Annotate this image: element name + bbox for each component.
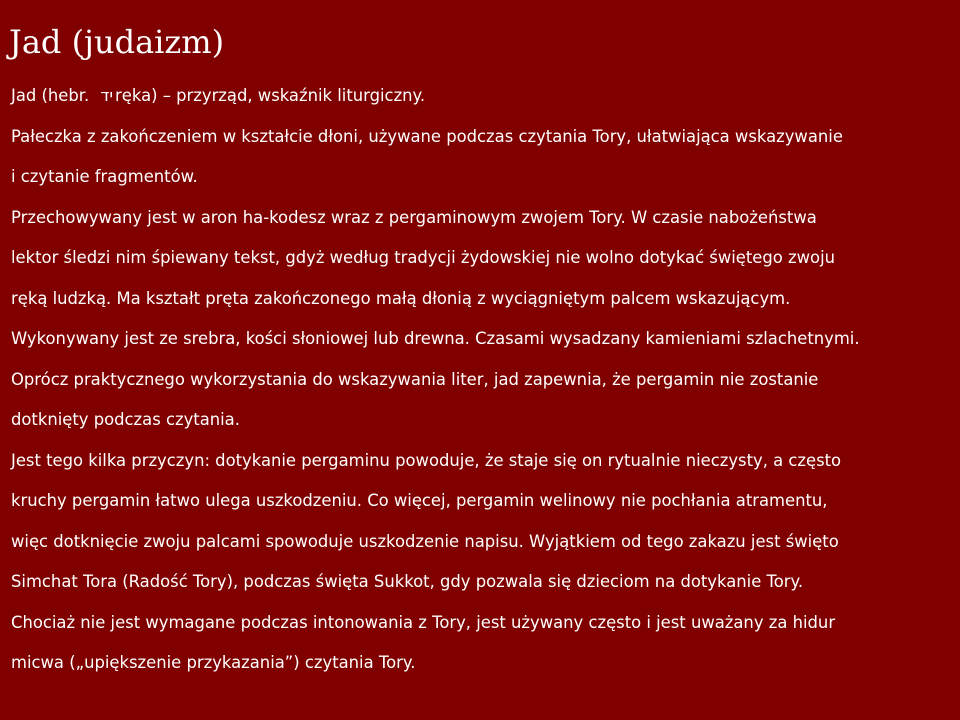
text-line: kruchy pergamin łatwo ulega uszkodzeniu. Co więcej, pergamin welinowy nie pochłania atramentu, (11, 491, 828, 510)
text-line: Pałeczka z zakończeniem w kształcie dłoni, używane podczas czytania Tory, ułatwiająca wskazywanie (11, 126, 843, 146)
text-line: micwa („upiększenie przykazania”) czytania Tory. (11, 653, 416, 672)
intro-text-before: Jad (hebr. (11, 86, 95, 105)
slide-title: Jad (judaizm) (9, 23, 225, 61)
intro-text-after: ręka) – przyrząd, wskaźnik liturgiczny. (115, 86, 426, 105)
text-line: Oprócz praktycznego wykorzystania do wskazywania liter, jad zapewnia, że pergamin nie zostanie (11, 369, 819, 389)
text-line-intro (11, 76, 956, 117)
text-line: Wykonywany jest ze srebra, kości słoniowej lub drewna. Czasami wysadzany kamieniami szlachetnymi. (11, 329, 860, 348)
text-line: i czytanie fragmentów. (11, 167, 198, 186)
text-line: Jest tego kilka przyczyn: dotykanie pergaminu powoduje, że staje się on rytualnie nieczysty, a często (11, 450, 842, 470)
slide-body (11, 76, 956, 684)
text-line: Simchat Tora (Radość Tory), podczas święta Sukkot, gdy pozwala się dzieciom na dotykanie Tory. (11, 572, 804, 591)
hebrew-word: יד (100, 86, 114, 105)
text-line: Chociaż nie jest wymagane podczas intonowania z Tory, jest używany często i jest uważany za hidur (11, 612, 836, 632)
text-line: ręką ludzką. Ma kształt pręta zakończonego małą dłonią z wyciągniętym palcem wskazującym. (11, 288, 791, 308)
text-line: lektor śledzi nim śpiewany tekst, gdyż według tradycji żydowskiej nie wolno dotykać świętego zwoju (11, 248, 836, 267)
text-line: więc dotknięcie zwoju palcami spowoduje uszkodzenie napisu. Wyjątkiem od tego zakazu jest święto (11, 531, 839, 551)
text-line: Przechowywany jest w aron ha-kodesz wraz z pergaminowym zwojem Tory. W czasie nabożeństwa (11, 207, 817, 227)
text-line: dotknięty podczas czytania. (11, 410, 240, 429)
